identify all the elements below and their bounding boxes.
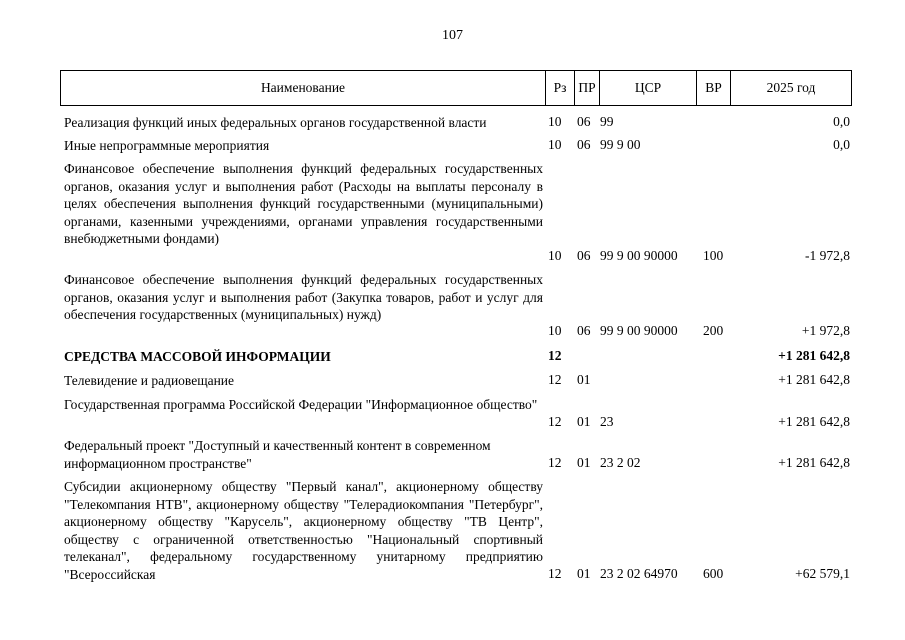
row-name: Иные непрограммные мероприятия xyxy=(64,138,270,153)
row-rz: 10 xyxy=(548,114,562,129)
row-pr: 01 xyxy=(577,372,591,387)
row-name: Субсидии акционерному обществу "Первый канал", акционерному обществу "Телекомпания НТВ", акционерному обществу "Телерадиокомпания "Петербург", акционерному обществу "Карусель", акционерному обществу "ТВ Центр", обществу с ограниченной ответственностью "Национальный спортивный телеканал", федеральному государственному унитарному предприятию "Всероссийская xyxy=(64,479,543,582)
row-rz: 12 xyxy=(548,455,562,470)
row-csr: 99 9 00 90000 xyxy=(600,248,678,263)
header-vr: ВР xyxy=(697,71,731,105)
row-csr: 99 9 00 xyxy=(600,137,641,152)
row-amount: 0,0 xyxy=(833,137,850,152)
row-vr: 600 xyxy=(703,566,724,581)
row-pr: 06 xyxy=(577,323,591,338)
row-amount: 0,0 xyxy=(833,114,850,129)
row-name: Телевидение и радиовещание xyxy=(64,373,235,388)
row-amount: +62 579,1 xyxy=(795,566,850,581)
row-pr: 06 xyxy=(577,114,591,129)
row-rz: 12 xyxy=(548,372,562,387)
row-rz: 12 xyxy=(548,414,562,429)
row-amount: +1 281 642,8 xyxy=(778,348,850,363)
row-name: Федеральный проект "Доступный и качественный контент в современном информационном пространстве" xyxy=(64,438,491,471)
header-csr: ЦСР xyxy=(600,71,697,105)
row-amount: +1 972,8 xyxy=(801,323,850,338)
row-rz: 10 xyxy=(548,137,562,152)
row-rz: 10 xyxy=(548,248,562,263)
row-pr: 06 xyxy=(577,137,591,152)
page-number: 107 xyxy=(442,28,463,43)
row-pr: 01 xyxy=(577,414,591,429)
row-csr: 23 2 02 64970 xyxy=(600,566,678,581)
row-pr: 01 xyxy=(577,455,591,470)
header-name: Наименование xyxy=(61,71,546,105)
row-amount: +1 281 642,8 xyxy=(778,372,850,387)
row-name: Государственная программа Российской Федерации "Информационное общество" xyxy=(64,397,538,412)
header-pr: ПР xyxy=(575,71,600,105)
row-csr: 23 2 02 xyxy=(600,455,641,470)
row-rz: 12 xyxy=(548,348,562,363)
row-name: Финансовое обеспечение выполнения функций федеральных государственных органов, оказания услуг и выполнения работ (Закупка товаров, работ и услуг для обеспечения государственных (муниципальных) нужд) xyxy=(64,272,543,323)
row-amount: -1 972,8 xyxy=(805,248,850,263)
row-name: СРЕДСТВА МАССОВОЙ ИНФОРМАЦИИ xyxy=(64,349,331,364)
row-csr: 99 xyxy=(600,114,614,129)
row-csr: 99 9 00 90000 xyxy=(600,323,678,338)
row-rz: 12 xyxy=(548,566,562,581)
row-pr: 06 xyxy=(577,248,591,263)
row-amount: +1 281 642,8 xyxy=(778,414,850,429)
row-csr: 23 xyxy=(600,414,614,429)
header-year: 2025 год xyxy=(766,80,816,95)
row-amount: +1 281 642,8 xyxy=(778,455,850,470)
table-header xyxy=(60,70,852,106)
row-vr: 100 xyxy=(703,248,724,263)
row-name: Финансовое обеспечение выполнения функций федеральных государственных органов, оказания услуг и выполнения работ (Расходы на выплаты персоналу в целях обеспечения выполнения функций государственными (муниципальными) органами, казенными учреждениями, органами управления государственными внебюджетными фондами) xyxy=(64,161,543,247)
row-pr: 01 xyxy=(577,566,591,581)
header-rz: Рз xyxy=(546,71,575,105)
row-vr: 200 xyxy=(703,323,724,338)
row-name: Реализация функций иных федеральных органов государственной власти xyxy=(64,115,487,130)
row-rz: 10 xyxy=(548,323,562,338)
